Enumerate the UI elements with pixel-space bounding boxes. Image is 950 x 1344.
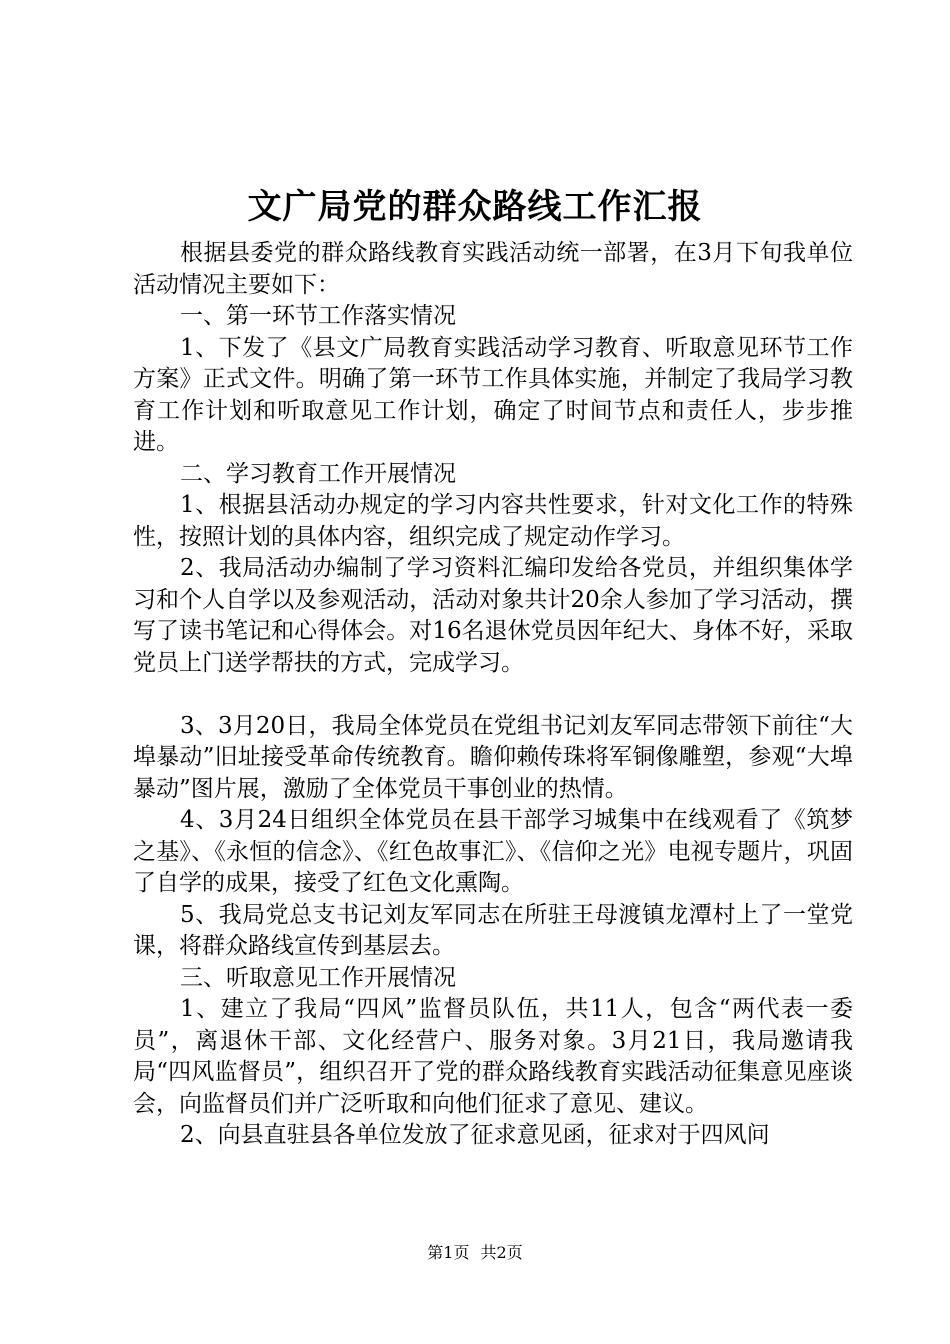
paragraph-2-1: 1、根据县活动办规定的学习内容共性要求，针对文化工作的特殊性，按照计划的具体内容，组织完成了规定动作学习。	[133, 492, 853, 550]
page-footer	[0, 1242, 950, 1264]
paragraph-2-5: 5、我局党总支书记刘友军同志在所驻王母渡镇龙潭村上了一堂党课，将群众路线宣传到基层去。	[133, 901, 853, 959]
document-body	[133, 238, 853, 1152]
document-title: 文广局党的群众路线工作汇报	[247, 187, 703, 227]
page-number: 第1页	[427, 1243, 470, 1262]
blank-line	[133, 679, 853, 711]
paragraph-3-1: 1、建立了我局“四风”监督员队伍，共11人，包含“两代表一委员”，离退休干部、文化经营户、服务对象。3月21日，我局邀请我局“四风监督员”，组织召开了党的群众路线教育实践活动征集意见座谈会，向监督员们并广泛听取和向他们征求了意见、建议。	[133, 996, 853, 1117]
page-total: 共2页	[480, 1243, 523, 1262]
paragraph-2-2: 2、我局活动办编制了学习资料汇编印发给各党员，并组织集体学习和个人自学以及参观活动，活动对象共计20余人参加了学习活动，撰写了读书笔记和心得体会。对16名退休党员因年纪大、身体不好，采取党员上门送学帮扶的方式，完成学习。	[133, 555, 853, 676]
paragraph-3-2: 2、向县直驻县各单位发放了征求意见函，征求对于四风问	[180, 1122, 770, 1148]
paragraph-2-4: 4、3月24日组织全体党员在县干部学习城集中在线观看了《筑梦之基》、《永恒的信念》、《红色故事汇》、《信仰之光》电视专题片，巩固了自学的成果，接受了红色文化熏陶。	[133, 807, 853, 896]
section-heading-1: 一、第一环节工作落实情况	[180, 303, 456, 329]
paragraph-2-3: 3、3月20日，我局全体党员在党组书记刘友军同志带领下前往“大埠暴动”旧址接受革命传统教育。瞻仰赖传珠将军铜像雕塑，参观“大埠暴动”图片展，激励了全体党员干事创业的热情。	[133, 712, 853, 802]
paragraph-intro: 根据县委党的群众路线教育实践活动统一部署，在3月下旬我单位活动情况主要如下：	[133, 240, 853, 298]
section-heading-2: 二、学习教育工作开展情况	[180, 460, 456, 487]
section-heading-3: 三、听取意见工作开展情况	[180, 964, 456, 991]
paragraph-1-1: 1、下发了《县文广局教育实践活动学习教育、听取意见环节工作方案》正式文件。明确了第一环节工作具体实施，并制定了我局学习教育工作计划和听取意见工作计划，确定了时间节点和责任人，步步推进。	[133, 334, 853, 455]
